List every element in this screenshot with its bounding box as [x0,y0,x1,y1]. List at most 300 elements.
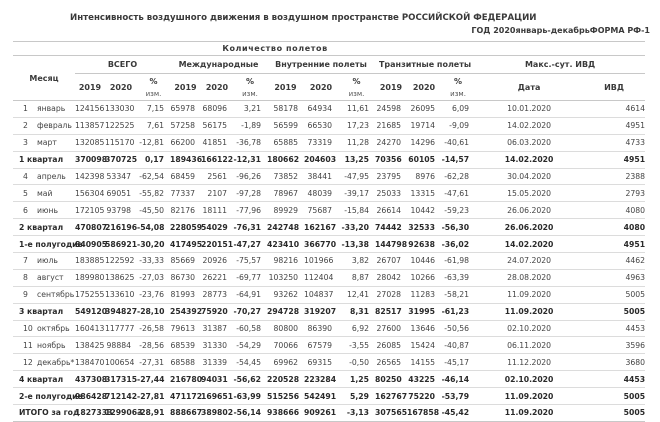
pct-change-cell: -27,31 [137,354,170,371]
flights-value-cell: 38441 [304,168,338,185]
flights-value-cell: 27600 [375,320,407,337]
max-ivd-value-cell: 5005 [583,388,645,405]
flights-value-cell: 470807 [75,219,105,236]
flights-value-cell: 423410 [267,236,304,253]
flights-value-cell: 471172 [170,388,201,405]
flights-value-cell: 169651 [201,388,233,405]
flights-value-cell: 144798 [375,236,407,253]
pct-change-cell: -53,79 [441,388,475,405]
flights-value-cell: 189436 [170,151,201,168]
flights-value-cell: 19714 [407,117,441,134]
flights-value-cell: 228059 [170,219,201,236]
pct-change-cell: -26,58 [137,320,170,337]
pct-change-cell: 7,15 [137,101,170,118]
month-cell [13,286,75,303]
flights-value-cell: 25033 [375,185,407,202]
flights-value-cell: 366770 [304,236,338,253]
max-ivd-date-cell: 11.09.2020 [475,405,583,422]
flights-value-cell: 31330 [201,337,233,354]
flights-value-cell: 317315 [105,371,137,388]
flights-value-cell: 133610 [105,286,137,303]
pct-header: % [137,74,170,89]
flights-value-cell: 58178 [267,101,304,118]
ivd-header: ИВД [583,74,645,101]
pct-change-cell: -62,54 [137,168,170,185]
pct-change-cell: 5,29 [338,388,375,405]
flights-value-cell: 122525 [105,117,137,134]
group-header-international: Международные [170,56,267,74]
flights-value-cell: 10442 [407,202,441,219]
month-name: март [37,138,57,148]
flights-value-cell: 10446 [407,253,441,270]
pct-change-cell: -36,78 [233,134,267,151]
flights-value-cell: 840905 [75,236,105,253]
pct-change-cell: -56,14 [233,405,267,422]
flights-value-cell: 542491 [304,388,338,405]
pct-change-cell: -33,33 [137,253,170,270]
flights-value-cell: 89929 [267,202,304,219]
month-number: 9 [23,290,28,300]
flights-value-cell: 86390 [304,320,338,337]
flights-value-cell: 56175 [201,117,233,134]
summary-row [13,219,645,236]
pct-change-cell: -13,38 [338,236,375,253]
flights-value-cell: 93798 [105,202,137,219]
flights-value-cell: 75220 [407,388,441,405]
month-number: 5 [23,188,28,198]
max-ivd-value-cell: 2388 [583,168,645,185]
pct-header: % [233,74,267,89]
table-row [13,286,645,303]
table-row [13,134,645,151]
flights-value-cell: 82517 [375,303,407,320]
flights-value-cell: 66530 [304,117,338,134]
flights-value-cell: 70066 [267,337,304,354]
pct-change-cell: 0,17 [137,151,170,168]
flights-value-cell: 117777 [105,320,137,337]
pct-change-cell: -47,61 [441,185,475,202]
flights-value-cell: 115170 [105,134,137,151]
max-ivd-date-cell: 14.02.2020 [475,151,583,168]
max-ivd-date-cell: 06.11.2020 [475,337,583,354]
flights-value-cell: 319207 [304,303,338,320]
period-label: 3 квартал [13,303,75,320]
pct-change-cell: 11,61 [338,101,375,118]
max-ivd-value-cell: 4951 [583,117,645,134]
flights-value-cell: 18111 [201,202,233,219]
flights-value-cell: 98884 [105,337,137,354]
month-number: 10 [23,324,33,334]
month-column-header: Месяц [13,56,75,101]
pct-change-cell: -12,81 [137,134,170,151]
table-row [13,269,645,286]
flights-value-cell: 104837 [304,286,338,303]
pct-change-cell: -27,03 [137,269,170,286]
pct-change-cell: -45,42 [441,405,475,422]
month-cell [13,253,75,270]
pct-change-cell: -30,20 [137,236,170,253]
max-ivd-date-cell: 28.08.2020 [475,269,583,286]
flights-value-cell: 15424 [407,337,441,354]
flights-count-header: Количество полетов [75,42,475,56]
summary-row [13,303,645,320]
month-cell [13,320,75,337]
flights-value-cell: 142398 [75,168,105,185]
flights-value-cell: 31995 [407,303,441,320]
pct-change-cell: -61,23 [441,303,475,320]
flights-value-cell: 712142 [105,388,137,405]
year-2019-header: 2019 [267,74,304,101]
flights-value-cell: 180662 [267,151,304,168]
flights-value-cell: 67579 [304,337,338,354]
pct-change-cell: -46,14 [441,371,475,388]
max-ivd-value-cell: 4080 [583,202,645,219]
pct-change-cell: -47,95 [338,168,375,185]
pct-change-cell: -40,61 [441,134,475,151]
flights-value-cell: 56599 [267,117,304,134]
table-row [13,320,645,337]
max-ivd-date-cell: 26.06.2020 [475,202,583,219]
year-2019-header: 2019 [170,74,201,101]
month-name: апрель [37,172,66,181]
group-header-domestic: Внутренние полеты [267,56,375,74]
flights-value-cell: 93262 [267,286,304,303]
flights-value-cell: 64934 [304,101,338,118]
month-name: январь [37,104,66,114]
flights-value-cell: 26707 [375,253,407,270]
flights-value-cell: 13315 [407,185,441,202]
pct-change-cell: -28,56 [137,337,170,354]
flights-value-cell: 24598 [375,101,407,118]
pct-change-cell: 6,09 [441,101,475,118]
pct-change-cell: -97,28 [233,185,267,202]
pct-change-cell: -54,45 [233,354,267,371]
flights-value-cell: 32533 [407,219,441,236]
flights-value-cell: 370098 [75,151,105,168]
max-ivd-value-cell: 5005 [583,286,645,303]
group-header-total: ВСЕГО [75,56,170,74]
flights-value-cell: 14155 [407,354,441,371]
pct-change-cell: -56,62 [233,371,267,388]
month-cell [13,101,75,118]
flights-value-cell: 48039 [304,185,338,202]
report-title: Интенсивность воздушного движения в воздушном пространстве РОССИЙСКОЙ ФЕДЕРАЦИИ [70,13,537,23]
pct-change-cell: -28,91 [137,405,170,422]
flights-value-cell: 294728 [267,303,304,320]
pct-change-cell: -27,44 [137,371,170,388]
max-ivd-value-cell: 4951 [583,236,645,253]
flights-value-cell: 92638 [407,236,441,253]
flights-value-cell: 28773 [201,286,233,303]
flights-value-cell: 75687 [304,202,338,219]
pct-change-cell: -12,31 [233,151,267,168]
flights-value-cell: 254392 [170,303,201,320]
table-row [13,337,645,354]
flights-value-cell: 31387 [201,320,233,337]
flights-value-cell: 54029 [201,219,233,236]
max-ivd-date-cell: 06.03.2020 [475,134,583,151]
flights-value-cell: 586921 [105,236,137,253]
month-number: 6 [23,205,28,215]
flights-value-cell: 60105 [407,151,441,168]
flights-value-cell: 216780 [170,371,201,388]
pct-change-cell: -33,20 [338,219,375,236]
pct-change-cell: -3,55 [338,337,375,354]
pct-change-cell: -55,82 [137,185,170,202]
pct-change-cell: 7,61 [137,117,170,134]
flights-value-cell: 175255 [75,286,105,303]
form-label: ГОД 2020январь-декабрьФОРМА РФ-1 [471,26,650,35]
summary-row [13,388,645,405]
summary-row [13,371,645,388]
flights-value-cell: 220528 [267,371,304,388]
flights-value-cell: 28042 [375,269,407,286]
flights-value-cell: 26614 [375,202,407,219]
flights-value-cell: 389802 [201,405,233,422]
flights-value-cell: 417495 [170,236,201,253]
pct-change-cell: -40,87 [441,337,475,354]
month-name: февраль [37,121,72,131]
pct-change-cell: -75,57 [233,253,267,270]
month-cell [13,134,75,151]
month-cell [13,269,75,286]
flights-value-cell: 68588 [170,354,201,371]
pct-change-cell: 3,21 [233,101,267,118]
pct-subheader: изм. [338,88,375,101]
period-label: 1 квартал [13,151,75,168]
month-name: ноябрь [37,340,66,350]
flights-value-cell: 216196 [105,219,137,236]
flights-value-cell: 172105 [75,202,105,219]
flights-value-cell: 132085 [75,134,105,151]
flights-value-cell: 73319 [304,134,338,151]
pct-header: % [338,74,375,89]
flights-value-cell: 80250 [375,371,407,388]
summary-row [13,405,645,422]
pct-change-cell: -3,13 [338,405,375,422]
pct-change-cell: -1,89 [233,117,267,134]
max-ivd-date-cell: 24.07.2020 [475,253,583,270]
year-2020-header: 2020 [201,74,233,101]
max-ivd-header: Макс.-сут. ИВД [475,56,645,74]
pct-change-cell: -36,02 [441,236,475,253]
month-name: октябрь [37,324,70,334]
month-cell [13,337,75,354]
flights-value-cell: 80800 [267,320,304,337]
flights-value-cell: 167858 [407,405,441,422]
summary-row [13,236,645,253]
flights-value-cell: 82176 [170,202,201,219]
pct-change-cell: -77,96 [233,202,267,219]
flights-value-cell: 112404 [304,269,338,286]
max-ivd-value-cell: 4614 [583,101,645,118]
pct-change-cell: -39,17 [338,185,375,202]
flights-value-cell: 2107 [201,185,233,202]
period-label: 4 квартал [13,371,75,388]
flights-value-cell: 24270 [375,134,407,151]
period-label: 1-е полугодие [13,236,75,253]
table-row [13,202,645,219]
pct-subheader: изм. [233,88,267,101]
flights-value-cell: 113857 [75,117,105,134]
year-2020-header: 2020 [407,74,441,101]
flights-value-cell: 220151 [201,236,233,253]
max-ivd-date-cell: 11.09.2020 [475,388,583,405]
flights-value-cell: 65978 [170,101,201,118]
pct-change-cell: -63,99 [233,388,267,405]
flights-value-cell: 94031 [201,371,233,388]
month-number: 12 [23,357,33,367]
flights-value-cell: 21685 [375,117,407,134]
max-ivd-value-cell: 2793 [583,185,645,202]
flights-value-cell: 549120 [75,303,105,320]
flights-value-cell: 160413 [75,320,105,337]
year-2020-header: 2020 [105,74,137,101]
flights-value-cell: 394827 [105,303,137,320]
flights-value-cell: 26221 [201,269,233,286]
period-label: 2 квартал [13,219,75,236]
flights-value-cell: 8976 [407,168,441,185]
flights-value-cell: 204603 [304,151,338,168]
max-ivd-value-cell: 5005 [583,303,645,320]
pct-change-cell: -56,30 [441,219,475,236]
pct-change-cell: -58,21 [441,286,475,303]
flights-value-cell: 437308 [75,371,105,388]
flights-value-cell: 138470 [75,354,105,371]
table-row [13,354,645,371]
flights-value-cell: 133030 [105,101,137,118]
table-row [13,168,645,185]
flights-value-cell: 138625 [105,269,137,286]
pct-change-cell: -47,27 [233,236,267,253]
max-ivd-date-cell: 30.04.2020 [475,168,583,185]
flights-value-cell: 162767 [375,388,407,405]
table-row [13,101,645,118]
month-number: 2 [23,121,28,131]
flights-value-cell: 1827333 [75,405,105,422]
pct-change-cell: 8,31 [338,303,375,320]
table-row [13,185,645,202]
summary-row [13,151,645,168]
flights-value-cell: 78967 [267,185,304,202]
max-ivd-value-cell: 3596 [583,337,645,354]
max-ivd-date-cell: 14.02.2020 [475,117,583,134]
max-ivd-date-cell: 02.10.2020 [475,371,583,388]
month-name: август [37,273,64,283]
pct-subheader: изм. [137,88,170,101]
flights-value-cell: 162167 [304,219,338,236]
table-body [13,101,645,422]
flights-value-cell: 57258 [170,117,201,134]
month-number: 11 [23,340,33,350]
flights-value-cell: 69315 [304,354,338,371]
flights-value-cell: 124156 [75,101,105,118]
flights-value-cell: 74442 [375,219,407,236]
flights-value-cell: 81993 [170,286,201,303]
pct-change-cell: -64,91 [233,286,267,303]
flights-table [13,41,645,422]
month-cell [13,202,75,219]
max-ivd-date-cell: 14.02.2020 [475,236,583,253]
period-label: ИТОГО за год [13,405,75,422]
pct-change-cell: -27,81 [137,388,170,405]
pct-change-cell: -23,76 [137,286,170,303]
max-ivd-date-cell: 11.09.2020 [475,303,583,320]
flights-value-cell: 75920 [201,303,233,320]
flights-value-cell: 10266 [407,269,441,286]
flights-value-cell: 20926 [201,253,233,270]
pct-change-cell: -15,84 [338,202,375,219]
flights-value-cell: 68096 [201,101,233,118]
flights-value-cell: 53347 [105,168,137,185]
max-ivd-value-cell: 3680 [583,354,645,371]
flights-value-cell: 66200 [170,134,201,151]
pct-change-cell: -96,26 [233,168,267,185]
pct-change-cell: 6,92 [338,320,375,337]
flights-value-cell: 909261 [304,405,338,422]
pct-change-cell: -60,58 [233,320,267,337]
month-cell [13,117,75,134]
pct-change-cell: -50,56 [441,320,475,337]
table-row [13,117,645,134]
flights-value-cell: 223284 [304,371,338,388]
month-number: 1 [23,104,28,114]
table-row [13,253,645,270]
month-cell [13,354,75,371]
flights-value-cell: 26095 [407,101,441,118]
flights-value-cell: 69962 [267,354,304,371]
pct-header: % [441,74,475,89]
flights-value-cell: 515256 [267,388,304,405]
max-ivd-date-cell: 15.05.2020 [475,185,583,202]
max-ivd-date-cell: 11.09.2020 [475,286,583,303]
month-name: декабрь* [37,357,75,367]
flights-value-cell: 68539 [170,337,201,354]
pct-change-cell: -69,77 [233,269,267,286]
max-ivd-value-cell: 5005 [583,405,645,422]
flights-value-cell: 73852 [267,168,304,185]
flights-value-cell: 189980 [75,269,105,286]
pct-change-cell: -59,23 [441,202,475,219]
flights-value-cell: 183885 [75,253,105,270]
pct-change-cell: 8,87 [338,269,375,286]
pct-subheader: изм. [441,88,475,101]
pct-change-cell: -62,28 [441,168,475,185]
flights-value-cell: 101966 [304,253,338,270]
flights-value-cell: 122592 [105,253,137,270]
pct-change-cell: 17,23 [338,117,375,134]
flights-value-cell: 85669 [170,253,201,270]
pct-change-cell: -9,09 [441,117,475,134]
max-ivd-value-cell: 4951 [583,151,645,168]
max-ivd-value-cell: 4453 [583,371,645,388]
flights-value-cell: 69051 [105,185,137,202]
pct-change-cell: -45,50 [137,202,170,219]
flights-value-cell: 370725 [105,151,137,168]
pct-change-cell: 3,82 [338,253,375,270]
pct-change-cell: -45,17 [441,354,475,371]
flights-value-cell: 65885 [267,134,304,151]
flights-value-cell: 103250 [267,269,304,286]
month-number: 7 [23,256,28,266]
month-number: 3 [23,138,28,148]
month-cell [13,168,75,185]
month-name: май [37,188,53,198]
year-2019-header: 2019 [375,74,407,101]
month-name: сентябрь [37,290,75,300]
flights-value-cell: 888667 [170,405,201,422]
flights-value-cell: 307565 [375,405,407,422]
